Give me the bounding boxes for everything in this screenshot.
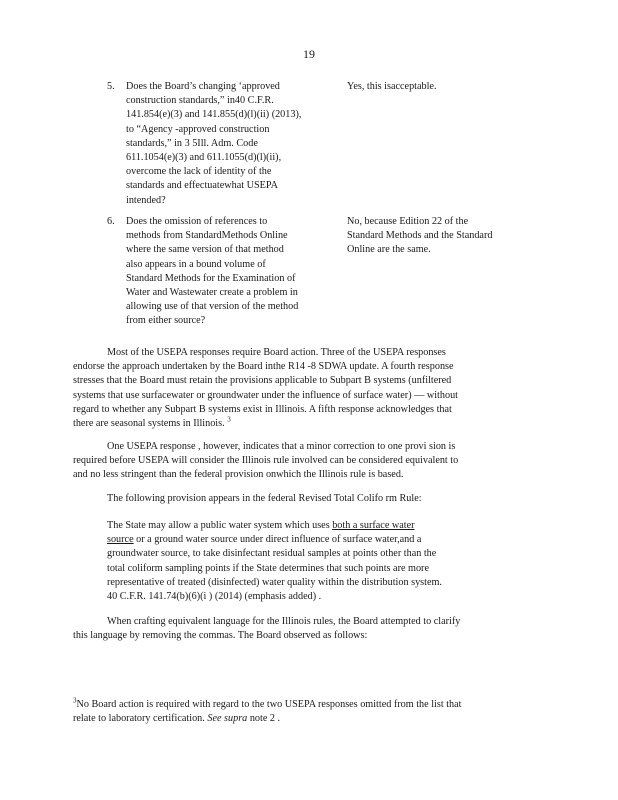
paragraph-line: The following provision appears in the federal Revised Total Colifo rm Rule: [107,493,422,504]
question-line: methods from StandardMethods Online [126,230,288,242]
question-text [126,80,331,208]
question-line: 611.1054(e)(3) and 611.1055(d)(l)(ii), [126,152,282,164]
question-line: construction standards,” in40 C.F.R. [126,95,274,107]
paragraph-minor-correction [73,440,533,483]
footnote-line [73,712,533,726]
paragraph-line: One USEPA response , however, indicates that a minor correction to one provi sion is [107,441,456,452]
page-number: 19 [303,47,315,61]
quote-line [107,533,497,547]
question-line: standards,” in 3 5Ill. Adm. Code [126,137,258,149]
emphasis-text: both a surface water [332,520,415,531]
question-line: Standard Methods for the Examination of [126,272,296,284]
quote-line: groundwater source, to take disinfectant residual samples at points other than the [107,548,437,560]
answer-line: No, because Edition 22 of the [347,216,469,227]
question-line: where the same version of that method [126,244,284,256]
answer-line: Online are the same. [347,244,431,256]
paragraph-line: stresses that the Board must retain the provisions applicable to Subpart B systems (unfiltered [73,375,452,387]
paragraph-line: regard to whether any Subpart B systems exist in Illinois. A fifth response acknowledges that [73,403,452,415]
paragraph-usepa-responses [73,346,533,431]
paragraph-line: systems that use surfacewater or groundwater under the influence of surface water) — without [73,389,459,401]
paragraph-line: Most of the USEPA responses require Board action. Three of the USEPA responses [107,347,446,358]
footnote-text: relate to laboratory certification. [73,713,208,725]
question-line: overcome the lack of identity of the [126,166,272,178]
question-line: 141.854(e)(3) and 141.855(d)(l)(ii) (2013), [126,109,302,121]
question-line: standards and effectuatewhat USEPA [126,180,278,192]
quote-citation: 40 C.F.R. 141.74(b)(6)(i ) (2014) (emphasis added) . [107,591,322,603]
footnote-signal: See supra [207,713,248,725]
footnote-line [73,698,533,712]
footnote-text: No Board action is required with regard to the two USEPA responses omitted from the list that [76,699,462,710]
emphasis-text: source [107,534,134,546]
paragraph-line: endorse the approach undertaken by the Board inthe R14 -8 SDWA update. A fourth response [73,361,454,373]
quote-line: total coliform sampling points if the State determines that such points are more [107,562,429,574]
paragraph-crafting-language [73,615,533,643]
question-text [126,215,331,329]
answer-text [347,215,525,258]
answer-line: Yes, this isacceptable. [347,81,437,92]
footnote-reference[interactable]: 3 [227,415,231,424]
paragraph-text: there are seasonal systems in Illinois. [73,418,225,430]
question-line: Does the omission of references to [126,216,268,227]
question-line: allowing use of that version of the method [126,301,299,313]
question-line: from either source? [126,315,206,327]
quote-text: The State may allow a public water system which uses [107,520,333,531]
answer-line: Standard Methods and the Standard [347,230,493,242]
paragraph-line [73,417,533,431]
answer-text [347,80,525,94]
paragraph-provision-intro [73,492,533,506]
paragraph-line: required before USEPA will consider the Illinois rule involved can be considered equivalent to [73,455,459,467]
footnote [73,698,533,726]
paragraph-line: this language by removing the commas. The Board observed as follows: [73,630,368,642]
question-line: to “Agency -approved construction [126,123,270,135]
question-number: 6. [107,216,115,227]
question-line: Does the Board’s changing ‘approved [126,81,280,92]
paragraph-line: When crafting equivalent language for the Illinois rules, the Board attempted to clarify [107,616,461,627]
footnote-marker: 3 [73,696,77,705]
question-line: also appears in a bound volume of [126,258,266,270]
question-number: 5. [107,81,115,92]
quote-line [107,519,497,533]
block-quote [107,519,497,604]
question-line: Water and Wastewater create a problem in [126,287,298,299]
question-line: intended? [126,194,166,206]
footnote-text: note 2 . [247,713,281,725]
quote-text: or a ground water source under direct influence of surface water,and a [133,534,422,546]
quote-line: representative of treated (disinfected) water quality within the distribution system. [107,576,442,588]
paragraph-line: and no less stringent than the federal provision onwhich the Illinois rule is based. [73,469,404,481]
